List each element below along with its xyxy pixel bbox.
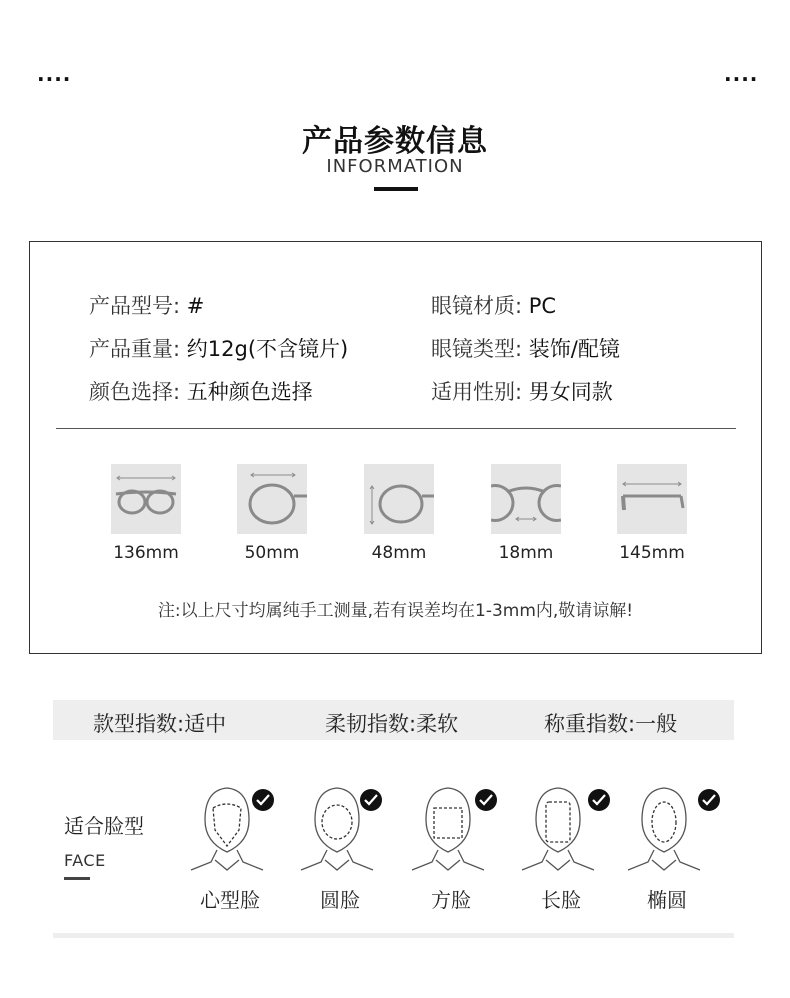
spec-material-value: PC bbox=[528, 294, 557, 318]
page-title: 产品参数信息 bbox=[302, 124, 488, 159]
face-long bbox=[506, 780, 616, 913]
page-subtitle: INFORMATION bbox=[326, 156, 464, 177]
face-oval bbox=[612, 780, 722, 913]
weight-index: 称重指数:一般 bbox=[544, 712, 678, 736]
params-divider bbox=[56, 428, 736, 429]
spec-material bbox=[431, 290, 556, 320]
total-width-icon bbox=[111, 464, 181, 534]
measurement-note: 注:以上尺寸均属纯手工测量,若有误差均在1-3mm内,敬请谅解! bbox=[157, 601, 634, 621]
index-bar bbox=[53, 700, 734, 740]
temple-length-icon bbox=[617, 464, 687, 534]
dimension-value: 50mm bbox=[244, 543, 300, 563]
face-square bbox=[396, 780, 506, 913]
spec-weight-label: 产品重量: bbox=[89, 337, 181, 361]
spec-type bbox=[431, 333, 620, 363]
spec-gender-value: 男女同款 bbox=[528, 380, 613, 404]
dimension-total-width bbox=[86, 464, 206, 563]
spec-material-label: 眼镜材质: bbox=[431, 294, 523, 318]
bottom-divider bbox=[53, 933, 734, 938]
dimension-value: 18mm bbox=[498, 543, 554, 563]
lens-height-icon bbox=[364, 464, 434, 534]
spec-type-value: 装饰/配镜 bbox=[528, 337, 620, 361]
face-section-underline bbox=[64, 877, 90, 880]
face-label: 方脸 bbox=[431, 888, 471, 912]
dimension-value: 48mm bbox=[371, 543, 427, 563]
spec-model-label: 产品型号: bbox=[89, 294, 181, 318]
style-index: 款型指数:适中 bbox=[93, 712, 227, 736]
spec-weight-value: 约12g(不含镜片) bbox=[186, 337, 349, 361]
bridge-width-icon bbox=[491, 464, 561, 534]
face-label: 长脸 bbox=[541, 888, 581, 912]
spec-model-value: # bbox=[186, 294, 205, 318]
square-face-icon bbox=[396, 780, 506, 876]
oval-face-icon bbox=[612, 780, 722, 876]
face-section-subtitle: FACE bbox=[64, 851, 106, 870]
spec-color bbox=[89, 376, 313, 406]
face-section-title: 适合脸型 bbox=[64, 814, 144, 838]
face-heart bbox=[175, 780, 285, 913]
dimension-lens-height bbox=[339, 464, 459, 563]
decorative-dots-left: .... bbox=[37, 62, 72, 86]
spec-weight bbox=[89, 333, 348, 363]
dimension-lens-width bbox=[212, 464, 332, 563]
spec-gender-label: 适用性别: bbox=[431, 380, 523, 404]
spec-model bbox=[89, 290, 204, 320]
lens-width-icon bbox=[237, 464, 307, 534]
spec-color-label: 颜色选择: bbox=[89, 380, 181, 404]
long-face-icon bbox=[506, 780, 616, 876]
title-underline bbox=[374, 187, 418, 191]
spec-type-label: 眼镜类型: bbox=[431, 337, 523, 361]
face-label: 心型脸 bbox=[200, 888, 260, 912]
flex-index: 柔韧指数:柔软 bbox=[325, 712, 459, 736]
heart-face-icon bbox=[175, 780, 285, 876]
dimension-value: 136mm bbox=[113, 543, 179, 563]
dimension-value: 145mm bbox=[619, 543, 685, 563]
spec-color-value: 五种颜色选择 bbox=[186, 380, 313, 404]
product-params-box bbox=[29, 241, 762, 654]
face-label: 圆脸 bbox=[320, 888, 360, 912]
dimension-temple-length bbox=[592, 464, 712, 563]
decorative-dots-right: .... bbox=[724, 62, 759, 86]
face-label: 椭圆 bbox=[647, 888, 687, 912]
spec-gender bbox=[431, 376, 613, 406]
dimension-bridge-width bbox=[466, 464, 586, 563]
face-round bbox=[285, 780, 395, 913]
round-face-icon bbox=[285, 780, 395, 876]
